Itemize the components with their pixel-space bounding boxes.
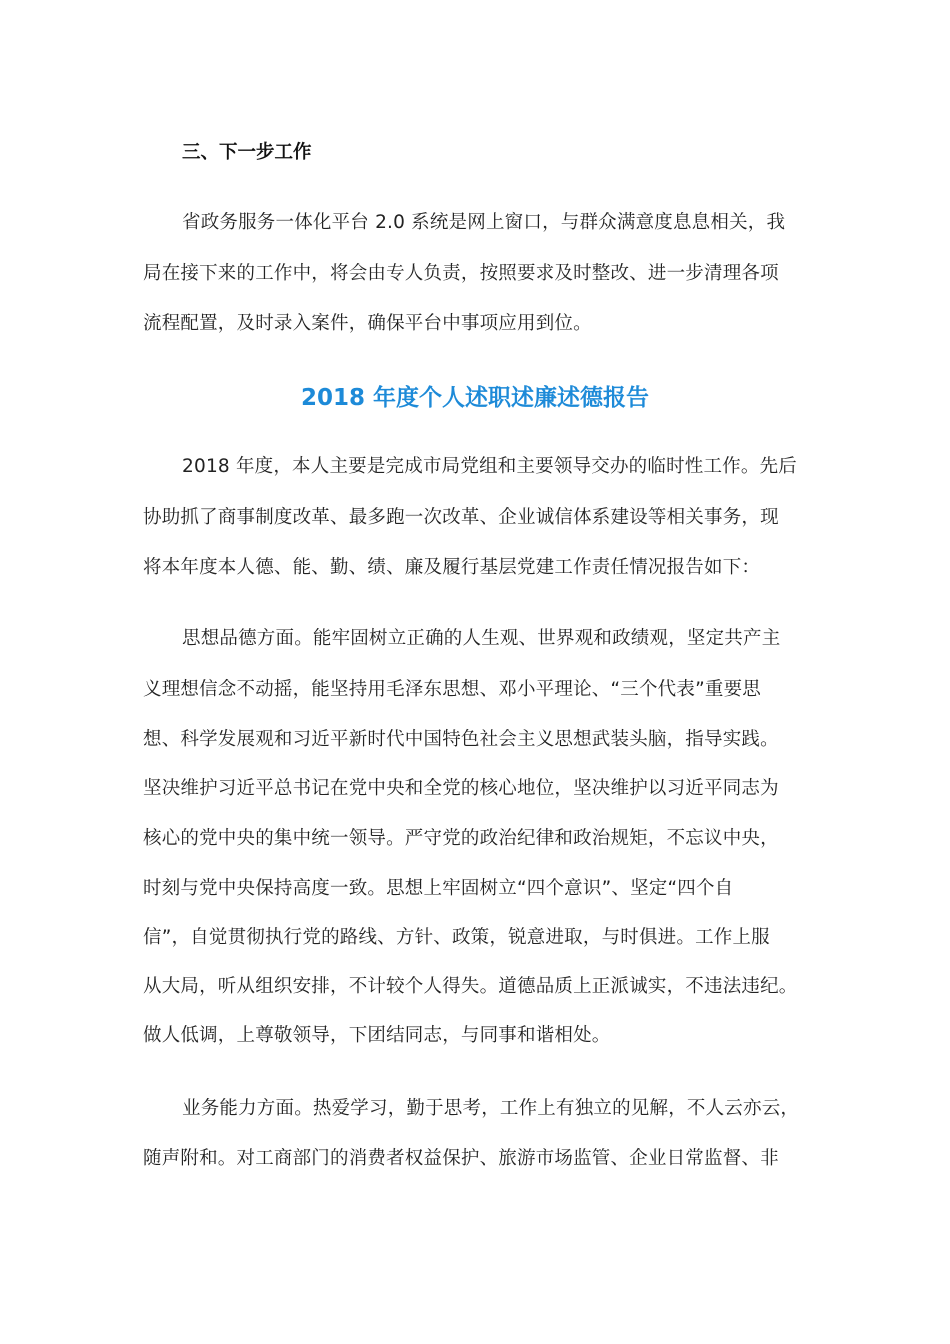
paragraph-line: 时刻与党中央保持高度一致。思想上牢固树立“四个意识”、坚定“四个自 (143, 878, 734, 899)
paragraph-line: 将本年度本人德、能、勤、绩、廉及履行基层党建工作责任情况报告如下： (143, 557, 761, 578)
paragraph-line: 局在接下来的工作中，将会由专人负责，按照要求及时整改、进一步清理各项 (143, 263, 779, 284)
section-heading: 三、下一步工作 (182, 142, 312, 163)
paragraph-line: 义理想信念不动摇，能坚持用毛泽东思想、邓小平理论、“三个代表”重要思 (143, 679, 761, 700)
paragraph-line: 想、科学发展观和习近平新时代中国特色社会主义思想武装头脑，指导实践。 (143, 729, 779, 750)
report-title: 2018 年度个人述职述廉述德报告 (300, 385, 650, 411)
paragraph-line: 信”，自觉贯彻执行党的路线、方针、政策，锐意进取，与时俱进。工作上服 (143, 927, 770, 948)
paragraph-line: 做人低调，上尊敬领导，下团结同志，与同事和谐相处。 (143, 1025, 611, 1046)
paragraph-line: 协助抓了商事制度改革、最多跑一次改革、企业诚信体系建设等相关事务，现 (143, 507, 779, 528)
paragraph-line: 从大局，听从组织安排，不计较个人得失。道德品质上正派诚实，不违法违纪。 (143, 976, 798, 997)
paragraph-line: 2018 年度，本人主要是完成市局党组和主要领导交办的临时性工作。先后 (182, 456, 797, 477)
paragraph-line: 流程配置，及时录入案件，确保平台中事项应用到位。 (143, 313, 592, 334)
paragraph-line: 坚决维护习近平总书记在党中央和全党的核心地位，坚决维护以习近平同志为 (143, 778, 779, 799)
paragraph-line: 思想品德方面。能牢固树立正确的人生观、世界观和政绩观，坚定共产主 (182, 628, 781, 649)
paragraph-line: 核心的党中央的集中统一领导。严守党的政治纪律和政治规矩，不忘议中央， (143, 828, 779, 849)
paragraph-line: 随声附和。对工商部门的消费者权益保护、旅游市场监管、企业日常监督、非 (143, 1148, 779, 1169)
paragraph-line: 业务能力方面。热爱学习，勤于思考，工作上有独立的见解，不人云亦云， (182, 1098, 800, 1119)
paragraph-line: 省政务服务一体化平台 2.0 系统是网上窗口，与群众满意度息息相关，我 (182, 212, 786, 233)
